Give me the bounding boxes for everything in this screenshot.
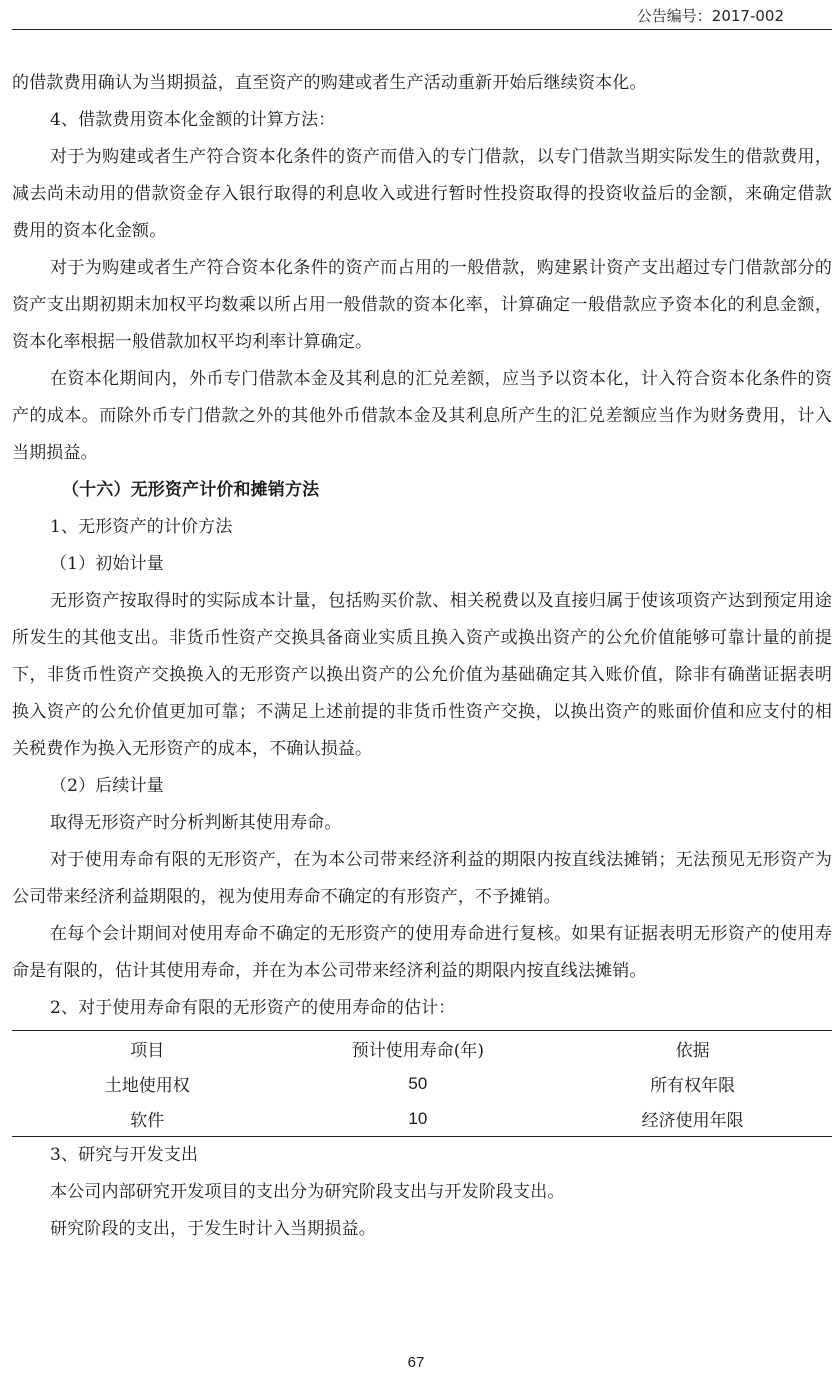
page-number: 67 [407,1354,425,1371]
table-header-row [12,1031,832,1067]
table-header-cell: 依据 [675,1041,710,1061]
document-body [12,65,832,1248]
paragraph: 研究阶段的支出，于发生时计入当期损益。 [50,1219,376,1239]
paragraph: 的借款费用确认为当期损益，直至资产的购建或者生产活动重新开始后继续资本化。 [12,73,647,93]
table-row [12,1066,832,1101]
table-row [12,1101,832,1137]
subheading-rd-expenditure: 3、研究与开发支出 [50,1145,199,1165]
table-cell: 50 [408,1073,428,1093]
table-cell: 10 [408,1108,428,1128]
subheading-subsequent-measurement: （2）后续计量 [50,776,164,796]
section-heading: （十六）无形资产计价和摊销方法 [62,480,320,500]
paragraph: 无形资产按取得时的实际成本计量，包括购买价款、相关税费以及直接归属于使该项资产达到预定用途所发生的其他支出。非货币性资产交换具备商业实质且换入资产或换出资产的公允价值能够可靠计量的前提下，非货币性资产交换换入的无形资产以换出资产的公允价值为基础确定其入账价值，除非有确凿证据表明换入资产的公允价值更加可靠；不满足上述前提的非货币性资产交换，以换出资产的账面价值和应支付的相关税费作为换入无形资产的成本，不确认损益。 [12,591,832,759]
doc-number: 公告编号：2017-002 [636,7,784,25]
paragraph: 对于为购建或者生产符合资本化条件的资产而借入的专门借款，以专门借款当期实际发生的借款费用，减去尚未动用的借款资金存入银行取得的利息收入或进行暂时性投资取得的投资收益后的金额，来确定借款费用的资本化金额。 [12,147,832,241]
paragraph: 在每个会计期间对使用寿命不确定的无形资产的使用寿命进行复核。如果有证据表明无形资产的使用寿命是有限的，估计其使用寿命，并在为本公司带来经济利益的期限内按直线法摊销。 [12,924,832,981]
paragraph: 对于使用寿命有限的无形资产，在为本公司带来经济利益的期限内按直线法摊销；无法预见无形资产为公司带来经济利益期限的，视为使用寿命不确定的有形资产，不予摊销。 [12,850,832,907]
paragraph: 对于为购建或者生产符合资本化条件的资产而占用的一般借款，购建累计资产支出超过专门借款部分的资产支出期初期末加权平均数乘以所占用一般借款的资本化率，计算确定一般借款应予资本化的利息金额，资本化率根据一般借款加权平均利率计算确定。 [12,258,832,352]
table-cell: 经济使用年限 [641,1111,744,1131]
table-header-cell: 预计使用寿命(年) [351,1041,485,1061]
subheading-initial-measurement: （1）初始计量 [50,554,164,574]
table-header-cell: 项目 [130,1041,165,1061]
subheading-valuation-method: 1、无形资产的计价方法 [50,517,233,537]
table-cell: 软件 [130,1111,165,1131]
subheading-borrowing-cost-calc: 4、借款费用资本化金额的计算方法： [50,110,336,130]
paragraph: 本公司内部研究开发项目的支出分为研究阶段支出与开发阶段支出。 [50,1182,565,1202]
page-header [12,0,832,30]
useful-life-table [12,1030,832,1137]
subheading-useful-life-estimate: 2、对于使用寿命有限的无形资产的使用寿命的估计： [50,998,456,1018]
table-cell: 所有权年限 [650,1076,736,1096]
table-cell: 土地使用权 [104,1076,190,1096]
paragraph: 取得无形资产时分析判断其使用寿命。 [50,813,342,833]
paragraph: 在资本化期间内，外币专门借款本金及其利息的汇兑差额，应当予以资本化，计入符合资本化条件的资产的成本。而除外币专门借款之外的其他外币借款本金及其利息所产生的汇兑差额应当作为财务费用，计入当期损益。 [12,369,832,463]
